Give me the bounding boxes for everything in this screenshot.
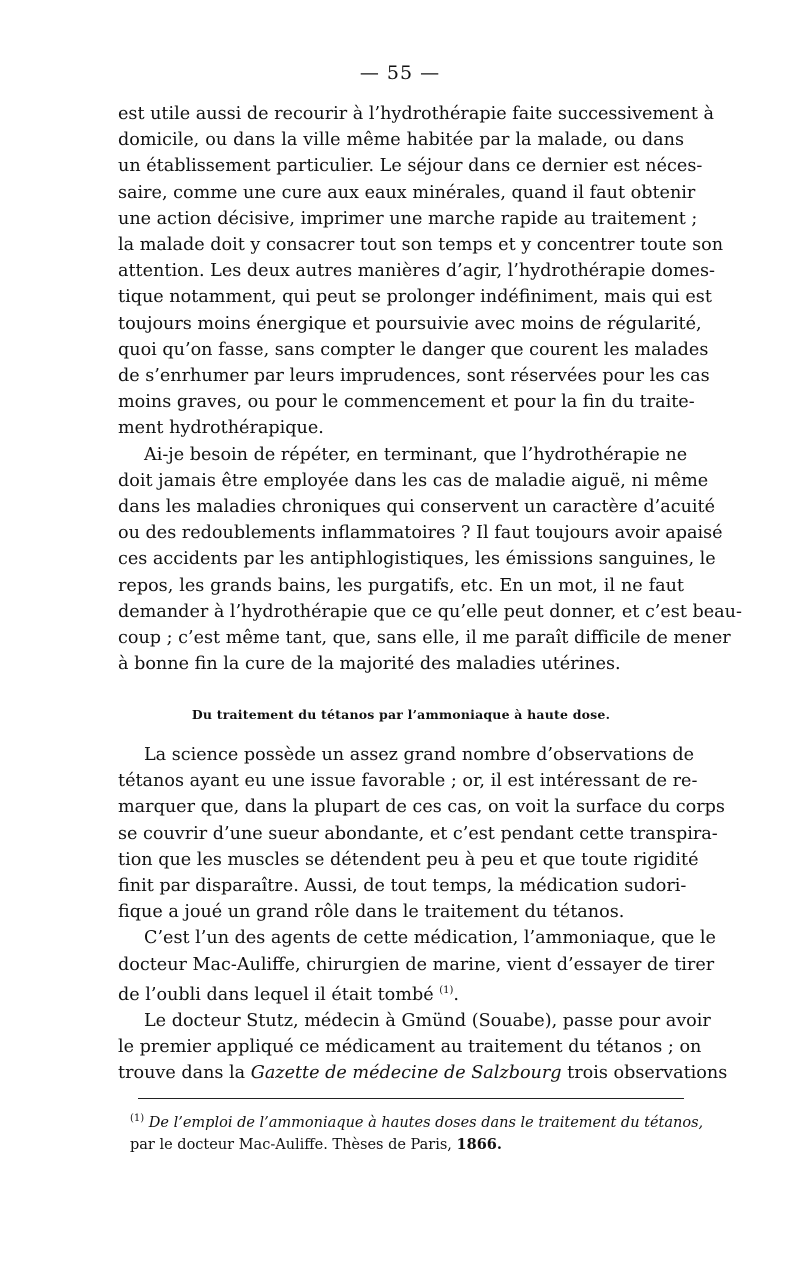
text-line: saire, comme une cure aux eaux minérales, quand il faut obtenir — [118, 182, 696, 203]
text-fragment: trouve dans la — [118, 1063, 251, 1084]
text-line — [118, 978, 684, 1008]
section-heading: Du traitement du tétanos par l’ammoniaque à haute dose. — [191, 707, 611, 722]
text-line: à bonne fin la cure de la majorité des maladies utérines. — [118, 654, 621, 675]
paragraph-contraindications — [118, 442, 742, 678]
text-line: moins graves, ou pour le commencement et pour la fin du traite- — [118, 392, 695, 413]
text-line: demander à l’hydrothérapie que ce qu’elle peut donner, et c’est beau- — [118, 601, 742, 622]
footnote-reference: (1) — [439, 984, 454, 996]
text-line: dans les maladies chroniques qui conservent un caractère d’acuité — [118, 497, 716, 518]
text-line: se couvrir d’une sueur abondante, et c’est pendant cette transpira- — [118, 823, 718, 844]
paragraph-ammonia-agent — [118, 925, 716, 1007]
text-line: Le docteur Stutz, médecin à Gmünd (Souabe), passe pour avoir — [144, 1010, 711, 1031]
text-line: finit par disparaître. Aussi, de tout temps, la médication sudori- — [118, 876, 687, 897]
paragraph-tetanus-sudorific — [118, 742, 725, 925]
text-line: toujours moins énergique et poursuivie avec moins de régularité, — [118, 313, 702, 334]
body-text-lower — [118, 742, 728, 1087]
text-fragment: . — [453, 984, 459, 1005]
text-line: domicile, ou dans la ville même habitée par la malade, ou dans — [118, 130, 684, 151]
text-line: de s’enrhumer par leurs imprudences, sont réservées pour les cas — [118, 366, 710, 387]
text-line: attention. Les deux autres manières d’agir, l’hydrothérapie domes- — [118, 261, 715, 282]
text-line: doit jamais être employée dans les cas de maladie aiguë, ni même — [118, 470, 709, 491]
journal-title: Gazette de médecine de Salzbourg — [250, 1063, 562, 1084]
text-line: Ai-je besoin de répéter, en terminant, que l’hydrothérapie ne — [144, 444, 688, 465]
footnote-year: 1866. — [456, 1135, 502, 1153]
page-number: — 55 — — [359, 62, 441, 84]
body-text-upper — [118, 101, 742, 677]
text-line: fique a joué un grand rôle dans le traitement du tétanos. — [118, 902, 625, 923]
text-line: le premier appliqué ce médicament au traitement du tétanos ; on — [118, 1037, 702, 1058]
text-fragment: de l’oubli dans lequel il était tombé — [118, 984, 434, 1005]
footnote — [130, 1108, 704, 1156]
text-line: une action décisive, imprimer une marche rapide au traitement ; — [118, 208, 698, 229]
text-line: C’est l’un des agents de cette médication, l’ammoniaque, que le — [144, 928, 716, 949]
text-line: la malade doit y consacrer tout son temps et y concentrer toute son — [118, 235, 724, 256]
text-line: quoi qu’on fasse, sans compter le danger que courent les malades — [118, 339, 709, 360]
paragraph-stutz — [118, 1008, 728, 1087]
footnote-text: par le docteur Mac-Auliffe. Thèses de Paris, — [130, 1136, 452, 1153]
text-line: tétanos ayant eu une issue favorable ; or, il est intéressant de re- — [118, 771, 698, 792]
text-line: est utile aussi de recourir à l’hydrothérapie faite successivement à — [118, 104, 715, 124]
text-line: La science possède un assez grand nombre d’observations de — [144, 745, 695, 765]
text-line: tique notamment, qui peut se prolonger indéfiniment, mais qui est — [118, 287, 712, 308]
footnote-title: De l’emploi de l’ammoniaque à hautes doses dans le traitement du tétanos, — [148, 1114, 704, 1131]
text-line: marquer que, dans la plupart de ces cas, on voit la surface du corps — [118, 797, 725, 818]
footnote-line — [130, 1108, 704, 1134]
text-line: un établissement particulier. Le séjour dans ce dernier est néces- — [118, 156, 703, 177]
text-line: docteur Mac-Auliffe, chirurgien de marine, vient d’essayer de tirer — [118, 954, 715, 975]
text-line: repos, les grands bains, les purgatifs, etc. En un mot, il ne faut — [118, 575, 684, 596]
text-line: ces accidents par les antiphlogistiques, les émissions sanguines, le — [118, 549, 716, 570]
footnote-mark: (1) — [130, 1113, 145, 1124]
text-line: ou des redoublements inflammatoires ? Il faut toujours avoir apaisé — [118, 523, 723, 544]
footnote-divider — [138, 1098, 684, 1099]
paragraph-hydrotherapy-conclusion — [118, 101, 724, 442]
footnote-line — [130, 1134, 684, 1156]
text-line: coup ; c’est même tant, que, sans elle, il me paraît difficile de mener — [118, 628, 731, 649]
text-line: tion que les muscles se détendent peu à peu et que toute rigidité — [118, 849, 699, 870]
text-line: ment hydrothérapique. — [118, 418, 324, 439]
text-fragment: trois observations — [561, 1063, 728, 1084]
text-line — [118, 1060, 728, 1086]
